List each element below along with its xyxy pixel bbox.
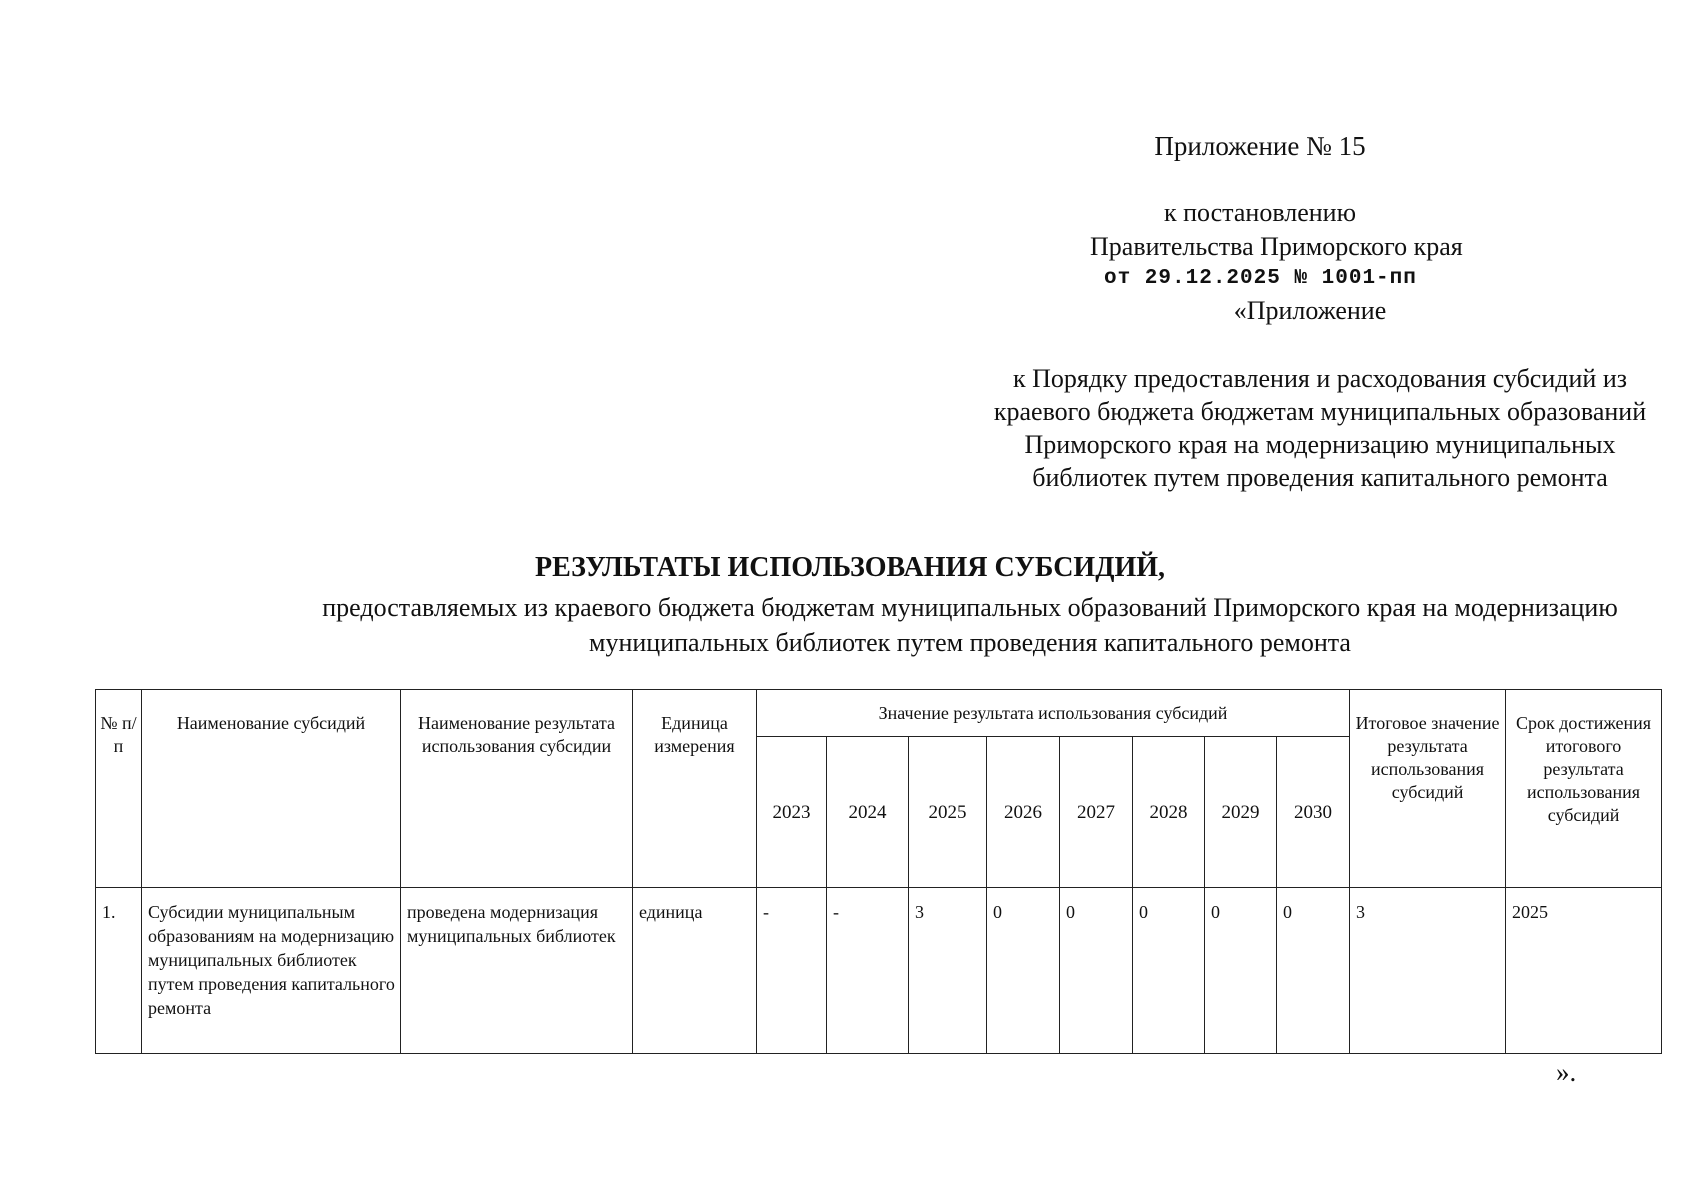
column-header-result-name: Наименование результата использования субсидии bbox=[401, 690, 633, 888]
row-deadline: 2025 bbox=[1506, 888, 1662, 1054]
appendix-number: Приложение № 15 bbox=[1154, 131, 1366, 161]
column-header-total: Итоговое значение результата использования субсидий bbox=[1350, 690, 1506, 888]
decree-date-number: от 29.12.2025 № 1001-пп bbox=[1104, 267, 1417, 290]
order-reference: к Порядку предоставления и расходования субсидий из краевого бюджета бюджетам муниципальных образований Приморского края на модернизацию муниципальных библиотек путем проведения капитального ремонта bbox=[993, 364, 1647, 492]
row-year-value: - bbox=[827, 888, 909, 1054]
row-number: 1. bbox=[96, 888, 142, 1054]
resolution-reference bbox=[1090, 196, 1463, 264]
column-header-values-group: Значение результата использования субсидий bbox=[757, 690, 1350, 737]
row-year-value: 0 bbox=[1060, 888, 1133, 1054]
resolution-line-1: к постановлению bbox=[1163, 198, 1357, 227]
quoted-appendix-label: «Приложение bbox=[1233, 296, 1387, 325]
year-header: 2029 bbox=[1205, 737, 1277, 888]
document-subtitle: предоставляемых из краевого бюджета бюджетам муниципальных образований Приморского края на модернизацию муниципальных библиотек путем проведения капитального ремонта bbox=[322, 593, 1618, 657]
row-unit: единица bbox=[633, 888, 757, 1054]
column-header-deadline: Срок достижения итогового результата использования субсидий bbox=[1506, 690, 1662, 888]
year-header: 2030 bbox=[1277, 737, 1350, 888]
row-year-value: 3 bbox=[909, 888, 987, 1054]
row-year-value: 0 bbox=[987, 888, 1060, 1054]
row-year-value: 0 bbox=[1133, 888, 1205, 1054]
row-result-name: проведена модернизация муниципальных библиотек bbox=[401, 888, 633, 1054]
closing-quote-mark: ». bbox=[1556, 1057, 1577, 1087]
year-header: 2027 bbox=[1060, 737, 1133, 888]
resolution-line-2: Правительства Приморского края bbox=[1090, 232, 1463, 261]
row-year-value: - bbox=[757, 888, 827, 1054]
column-header-number: № п/п bbox=[96, 690, 142, 888]
table-row bbox=[96, 888, 1662, 1054]
row-subsidy-name: Субсидии муниципальным образованиям на модернизацию муниципальных библиотек путем проведения капитального ремонта bbox=[142, 888, 401, 1054]
column-header-unit: Единица измерения bbox=[633, 690, 757, 888]
year-header: 2024 bbox=[827, 737, 909, 888]
year-header: 2028 bbox=[1133, 737, 1205, 888]
year-header: 2026 bbox=[987, 737, 1060, 888]
row-year-value: 0 bbox=[1277, 888, 1350, 1054]
document-title: РЕЗУЛЬТАТЫ ИСПОЛЬЗОВАНИЯ СУБСИДИЙ, bbox=[534, 552, 1166, 583]
row-total: 3 bbox=[1350, 888, 1506, 1054]
year-header: 2023 bbox=[757, 737, 827, 888]
column-header-subsidy-name: Наименование субсидий bbox=[142, 690, 401, 888]
row-year-value: 0 bbox=[1205, 888, 1277, 1054]
results-table bbox=[95, 689, 1662, 1054]
year-header: 2025 bbox=[909, 737, 987, 888]
